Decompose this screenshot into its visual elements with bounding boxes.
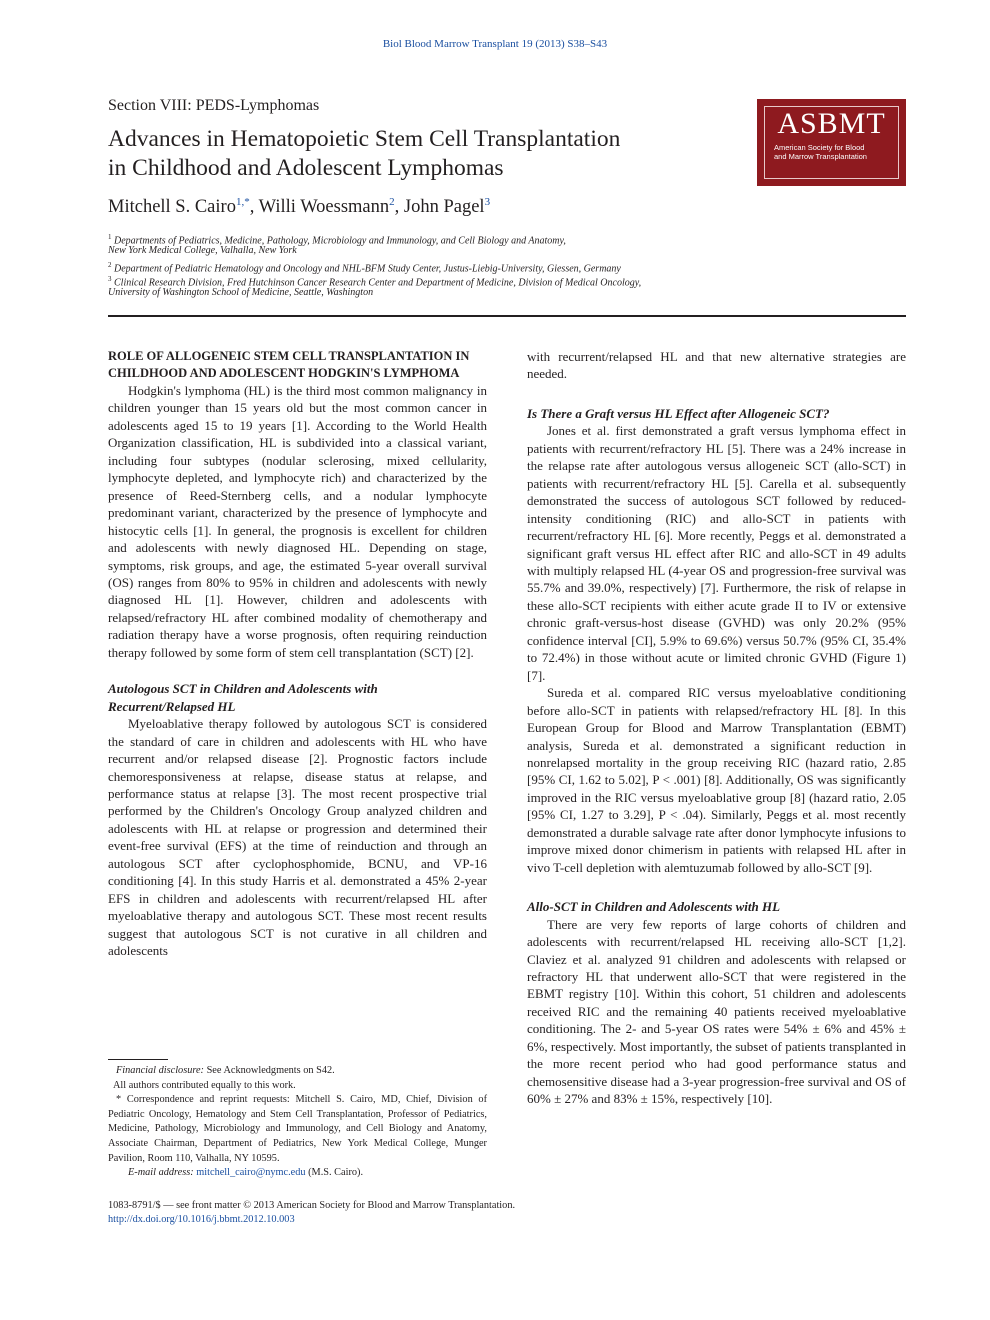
subsection-heading: Allo-SCT in Children and Adolescents with HL — [527, 899, 781, 915]
footnote-divider — [108, 1059, 168, 1060]
affiliation-number: 1 — [108, 233, 112, 241]
logo-subtitle — [774, 143, 867, 161]
doi-link[interactable]: http://dx.doi.org/10.1016/j.bbmt.2012.10.003 — [108, 1214, 295, 1225]
body-paragraph: Myeloablative therapy followed by autologous SCT is considered the standard of care in children and adolescents with HL who have recurrent and/or relapsed disease [2]. Prognostic factors include chemoresponsiveness at relapse, disease status at relapse, and performance status at relapse [3]. The most recent prospective trial performed by the Children's Oncology Group analyzed children and adolescents with HL at relapse or progression and determined their event-free survival (EFS) at the time of reinduction and through an autologous SCT after cyclophosphomide, BCNU, and VP-16 conditioning [4]. In this study Harris et al. demonstrated a 45% 2-year EFS in children and adolescents with recurrent/relapsed HL after myeloablative therapy and autologous SCT. These most recent results suggest that autologous SCT is not curative in all children and adolescents — [108, 716, 487, 959]
subsection-heading: Autologous SCT in Children and Adolescents with Recurrent/Relapsed HL — [108, 681, 378, 714]
section-label: Section VIII: PEDS-Lymphomas — [108, 97, 320, 114]
body-paragraph: Sureda et al. compared RIC versus myeloablative conditioning before allo-SCT in patients with relapsed/refractory HL [8]. In this European Group for Blood and Marrow Transplantation (EBMT) analysis, Sureda et al. demonstrated a significant reduction in nonrelapsed mortality in the group receiving RIC (hazard ratio, 2.85 [95% CI, 1.62 to 5.02], P < .001) [8]. Additionally, OS was significantly improved in the RIC versus myeloablative group [8] (hazard ratio, 2.05 [95% CI, 1.27 to 3.29], P < .04). Similarly, Peggs et al. most recently demonstrated a durable salvage rate after donor lymphocyte infusions to improve mixed donor chimerism in patients with relapsed HL after in vivo T-cell depletion with alemtuzumab followed by allo-SCT [9]. — [527, 685, 906, 875]
author-affil-mark[interactable]: 1,* — [235, 196, 250, 208]
email-link[interactable]: mitchell_cairo@nymc.edu — [196, 1167, 306, 1179]
title-line-2: in Childhood and Adolescent Lymphomas — [108, 155, 504, 181]
footnote-correspondence: * Correspondence and reprint requests: Mitchell S. Cairo, MD, Chief, Division of Pediatric Oncology, Hematology and Stem Cell Transplantation, Professor of Pediatrics, Medicine, Pathology, Microbiology and Immunology, and Cell Biology and Anatomy, Associate Chairman, Department of Pediatrics, New York Medical College, Munger Pavilion, Room 110, Valhalla, NY 10595. — [108, 1094, 487, 1164]
logo-subtitle-line-1: American Society for Blood — [774, 143, 865, 152]
author-name: John Pagel — [403, 197, 485, 218]
footnotes — [108, 1064, 487, 1181]
article-title — [108, 125, 620, 183]
footnote-email — [108, 1166, 487, 1181]
author-affil-mark[interactable]: 2 — [389, 196, 395, 208]
footnote-equal: All authors contributed equally to this work. — [113, 1079, 296, 1091]
affiliation-number: 3 — [108, 275, 112, 283]
affiliation-line — [108, 244, 297, 258]
affiliation-number: 2 — [108, 261, 112, 269]
affiliation-text: New York Medical College, Valhalla, New York — [108, 245, 297, 256]
author-name: Willi Woessmann — [258, 197, 390, 218]
left-column — [108, 348, 487, 960]
affiliation-text: Clinical Research Division, Fred Hutchinson Cancer Research Center and Department of Medicine, Division of Medical Oncology, — [114, 277, 642, 289]
footnote-label: E-mail address: — [128, 1167, 194, 1179]
author-affil-mark[interactable]: 3 — [484, 196, 491, 208]
footnote-text: See Acknowledgments on S42. — [206, 1065, 335, 1076]
author-name: Mitchell S. Cairo — [108, 197, 236, 218]
asbmt-logo — [757, 99, 906, 186]
body-paragraph: with recurrent/relapsed HL and that new alternative strategies are needed. — [527, 349, 906, 382]
footnote-disclosure — [108, 1064, 487, 1079]
header-divider — [108, 315, 906, 317]
logo-acronym: ASBMT — [777, 107, 886, 140]
affiliation-text: Department of Pediatric Hematology and Oncology and NHL-BFM Study Center, Justus-Liebig-University, Giessen, Germany — [114, 263, 621, 275]
section-heading: ROLE OF ALLOGENEIC STEM CELL TRANSPLANTATION IN CHILDHOOD AND ADOLESCENT HODGKIN'S LYMPHOMA — [108, 349, 470, 380]
body-paragraph: Hodgkin's lymphoma (HL) is the third most common malignancy in children younger than 15 years old but the most common cancer in adolescents aged 15 to 19 years [1]. According to the World Health Organization classification, HL is subdivided into a classical variant, including four subtypes (nodular sclerosing, mixed cellularity, lymphocyte depleted, and lymphocyte rich) and characterized by the presence of Reed-Sternberg cells, and a nodular lymphocyte predominant variant, characterized by the presence of lymphocyte and histocytic cells [1]. In general, the prognosis is excellent for children and adolescents with newly diagnosed HL. Depending on stage, symptoms, risk groups, and age, the estimated 5-year overall survival (OS) ranges from 80% to 95% in children and adolescents with newly diagnosed HL [1]. However, children and adolescents with relapsed/refractory HL after combined modality of chemotherapy and radiation therapy have a worse prognosis, often requiring reinduction therapy followed by some form of stem cell transplantation (SCT) [2]. — [108, 383, 487, 660]
footnote-label: Financial disclosure: — [116, 1065, 204, 1076]
body-paragraph: Jones et al. first demonstrated a graft versus lymphoma effect in patients with recurrent/refractory HL [5]. There was a 24% increase in the relapse rate after autologous versus allogeneic SCT (allo-SCT) in patients with recurrent/refractory HL [5]. Carella et al. subsequently demonstrated the success of autologous SCT followed by reduced-intensity conditioning (RIC) and allo-SCT in patients with recurrent/refractory HL [6]. More recently, Peggs et al. demonstrated a significant graft versus HL effect after RIC and allo-SCT in 49 adults with multiply relapsed HL (4-year OS and progression-free survival was 55.7% and 39.0%, respectively) [7]. Furthermore, the risk of relapse in these allo-SCT recipients with either acute grade II to IV or extensive chronic graft-versus-host disease (GVHD) was only 20.2% (95% confidence interval [CI], 5.9% to 69.6%) versus 50.7% (95% CI, 35.4% to 72.4%) in those without acute or limited chronic GVHD (Figure 1) [7]. — [527, 423, 906, 683]
author-list: Mitchell S. Cairo$^{1,*}$, Willi Woessmann$^2$, John Pagel$^3$ — [108, 196, 491, 218]
affiliation-line — [108, 286, 373, 300]
right-column — [527, 348, 906, 1108]
subsection-heading: Is There a Graft versus HL Effect after Allogeneic SCT? — [527, 405, 830, 421]
footnote-text: (M.S. Cairo). — [308, 1167, 364, 1179]
affiliation-text: Departments of Pediatrics, Medicine, Pathology, Microbiology and Immunology, and Cell Biology and Anatomy, — [114, 235, 566, 247]
journal-citation[interactable]: Biol Blood Marrow Transplant 19 (2013) S38–S43 — [382, 38, 608, 50]
affiliation-text: University of Washington School of Medicine, Seattle, Washington — [108, 287, 374, 298]
body-paragraph: There are very few reports of large cohorts of children and adolescents with recurrent/relapsed HL receiving allo-SCT [1,2]. Claviez et al. analyzed 91 children and adolescents with relapsed or refractory HL that underwent allo-SCT that were registered in the EBMT registry [10]. Within this cohort, 51 children and adolescents received RIC and the remaining 40 patients received myeloablative conditioning. The 2- and 5-year OS rates were 54% ± 6% and 45% ± 6%, respectively. Most importantly, the subset of patients transplanted in the more recent period who had good performance status and chemosensitive disease had a 3-year progression-free survival and OS of 60% ± 27% and 83% ± 15%, respectively [10]. — [527, 916, 906, 1107]
title-line-1: Advances in Hematopoietic Stem Cell Transplantation — [108, 126, 621, 152]
logo-subtitle-line-2: and Marrow Transplantation — [774, 152, 867, 161]
issn-line: 1083-8791/$ — see front matter © 2013 American Society for Blood and Marrow Transplantation. — [108, 1200, 516, 1211]
